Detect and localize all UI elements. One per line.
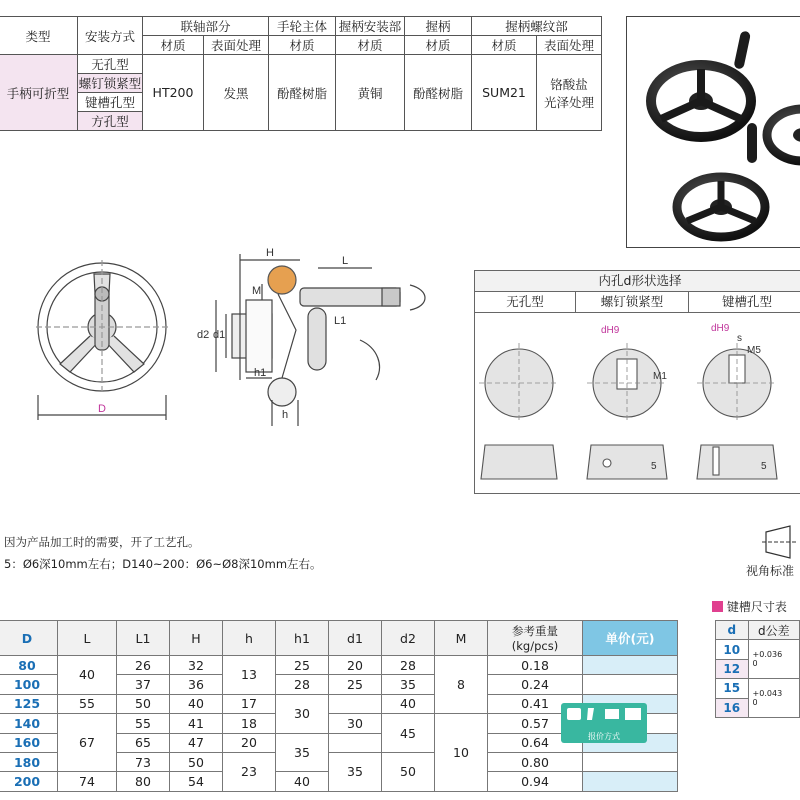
hole-shape-drawings: [475, 313, 800, 493]
contact-label: 报价方式: [588, 732, 620, 741]
projection-symbol-icon: [760, 524, 800, 560]
cell-D: 125: [0, 694, 58, 713]
cell-price: [583, 675, 678, 694]
label-dH9-keyway: dH9: [711, 323, 730, 334]
kw-cell-d: 10: [716, 640, 749, 659]
hole-col-none: 无孔型: [475, 292, 576, 313]
cell-H: 32: [170, 656, 223, 675]
cell-L: 40: [58, 656, 117, 695]
cell-d2: 45: [382, 714, 435, 753]
cell-weight: 0.80: [488, 752, 583, 771]
cell-L1: 65: [117, 733, 170, 752]
mount-option: 无孔型: [78, 55, 143, 74]
mount-option: 键槽孔型: [78, 93, 143, 112]
label-H: H: [266, 247, 274, 259]
shaft-surface: 发黑: [204, 55, 269, 131]
cell-M: 10: [435, 714, 488, 792]
cell-M: 8: [435, 656, 488, 714]
cell-price: [583, 752, 678, 771]
cell-d2: 40: [382, 694, 435, 713]
hole-col-screw: 螺钉锁紧型: [576, 292, 689, 313]
label-L: L: [342, 255, 349, 267]
sub-material: 材质: [143, 36, 204, 55]
thread-material: SUM21: [472, 55, 537, 131]
phone-icon: [587, 708, 594, 720]
hole-shape-panel: [474, 270, 800, 494]
cell-d2: 35: [382, 675, 435, 694]
cell-h1: 35: [276, 733, 329, 772]
grip-material: 酚醛树脂: [405, 55, 472, 131]
cell-L: 74: [58, 772, 117, 791]
cell-L1: 50: [117, 694, 170, 713]
body-material: 酚醛树脂: [269, 55, 336, 131]
cell-d2: 28: [382, 656, 435, 675]
kw-cell-d: 12: [716, 659, 749, 678]
mount-option: 螺钉锁紧型: [78, 74, 143, 93]
cell-H: 50: [170, 752, 223, 771]
cell-weight: 0.24: [488, 675, 583, 694]
col-L: L: [58, 621, 117, 656]
label-5-screw: 5: [651, 461, 657, 472]
col-d2: d2: [382, 621, 435, 656]
cell-D: 200: [0, 772, 58, 791]
col-H: H: [170, 621, 223, 656]
col-D: D: [0, 621, 58, 656]
col-L1: L1: [117, 621, 170, 656]
grip-mount-material: 黄铜: [336, 55, 405, 131]
cell-h: 17: [223, 694, 276, 713]
cell-h1: 25: [276, 656, 329, 675]
col-h1: h1: [276, 621, 329, 656]
cell-d1: 25: [329, 675, 382, 694]
label-M1: M1: [653, 371, 667, 382]
cell-d1: [329, 694, 382, 713]
col-price: 单价(元): [583, 621, 678, 656]
kw-cell-d: 15: [716, 679, 749, 698]
technical-drawing: [0, 230, 470, 440]
shaft-material: HT200: [143, 55, 204, 131]
cell-weight: 0.64: [488, 733, 583, 752]
cell-d2: 50: [382, 752, 435, 791]
projection-label: 视角标准: [746, 564, 795, 578]
kw-col-d: d: [716, 621, 749, 640]
label-d2: d2: [197, 329, 210, 341]
type-value: 手柄可折型: [0, 55, 78, 131]
cell-h1: 30: [276, 694, 329, 733]
cell-weight: 0.57: [488, 714, 583, 733]
header-grip: 握柄: [405, 17, 472, 36]
col-weight: 参考重量 (kg/pcs): [488, 621, 583, 656]
cell-weight: 0.94: [488, 772, 583, 791]
label-h1: h1: [254, 367, 267, 379]
header-shaft: 联轴部分: [143, 17, 269, 36]
contact-widget[interactable]: [561, 703, 647, 743]
hole-panel-title: 内孔d形状选择: [475, 271, 800, 292]
cell-h: 23: [223, 752, 276, 791]
label-s: s: [737, 333, 742, 344]
header-grip-thread: 握柄螺纹部: [472, 17, 602, 36]
col-M: M: [435, 621, 488, 656]
square-bullet-icon: [712, 601, 723, 612]
cell-L: 67: [58, 714, 117, 772]
cell-h: 20: [223, 733, 276, 752]
label-M: M: [252, 285, 262, 297]
label-L1: L1: [334, 315, 347, 327]
kw-cell-d: 16: [716, 698, 749, 717]
col-h: h: [223, 621, 276, 656]
note-line-1: 因为产品加工时的需要，开了工艺孔。: [4, 535, 200, 549]
chat-icon: [567, 708, 581, 720]
label-h: h: [282, 409, 289, 421]
cell-D: 180: [0, 752, 58, 771]
sub-surface: 表面处理: [537, 36, 602, 55]
cell-price: [583, 772, 678, 791]
cell-H: 41: [170, 714, 223, 733]
header-grip-mount: 握柄安装部: [336, 17, 405, 36]
cell-L: 55: [58, 694, 117, 713]
monitor-icon: [625, 708, 641, 720]
cell-d1: 30: [329, 714, 382, 733]
cell-h1: 40: [276, 772, 329, 791]
cell-H: 40: [170, 694, 223, 713]
cell-D: 80: [0, 656, 58, 675]
sub-material: 材质: [269, 36, 336, 55]
cell-h: 13: [223, 656, 276, 695]
hole-col-keyway: 键槽孔型: [689, 292, 800, 313]
label-d1: d1: [213, 329, 226, 341]
product-photo: [626, 16, 800, 248]
cell-d1: [329, 733, 382, 752]
keyway-title: 键槽尺寸表: [712, 598, 787, 615]
cell-D: 140: [0, 714, 58, 733]
cell-weight: 0.18: [488, 656, 583, 675]
cell-price: [583, 656, 678, 675]
label-5-keyway: 5: [761, 461, 767, 472]
cell-h1: 28: [276, 675, 329, 694]
cell-H: 54: [170, 772, 223, 791]
header-body: 手轮主体: [269, 17, 336, 36]
note-line-2: 5：Ø6深10mm左右；D140~200：Ø6~Ø8深10mm左右。: [4, 557, 322, 571]
cell-weight: 0.41: [488, 694, 583, 713]
label-dH9-screw: dH9: [601, 325, 620, 336]
label-M5: M5: [747, 345, 761, 356]
kw-col-tol: d公差: [748, 621, 799, 640]
header-type: 类型: [0, 17, 78, 55]
cell-H: 36: [170, 675, 223, 694]
kw-cell-tol: +0.036 0: [748, 640, 799, 679]
cell-D: 100: [0, 675, 58, 694]
spec-table: [0, 16, 602, 131]
keyway-table: [715, 620, 800, 718]
cell-d1: 35: [329, 752, 382, 791]
sub-material: 材质: [405, 36, 472, 55]
header-mount: 安装方式: [78, 17, 143, 55]
kw-cell-tol: +0.043 0: [748, 679, 799, 718]
mail-icon: [605, 709, 619, 719]
contact-icons: [561, 703, 647, 727]
sub-material: 材质: [472, 36, 537, 55]
cell-L1: 37: [117, 675, 170, 694]
cell-L1: 80: [117, 772, 170, 791]
sub-material: 材质: [336, 36, 405, 55]
sub-surface: 表面处理: [204, 36, 269, 55]
cell-H: 47: [170, 733, 223, 752]
cell-L1: 73: [117, 752, 170, 771]
thread-surface: 铬酸盐 光泽处理: [537, 55, 602, 131]
label-D: D: [98, 403, 106, 415]
handwheel-photo-icon: [627, 17, 800, 247]
cell-L1: 55: [117, 714, 170, 733]
cell-L1: 26: [117, 656, 170, 675]
col-d1: d1: [329, 621, 382, 656]
cell-d1: 20: [329, 656, 382, 675]
cell-h: 18: [223, 714, 276, 733]
mount-option: 方孔型: [78, 112, 143, 131]
cell-D: 160: [0, 733, 58, 752]
